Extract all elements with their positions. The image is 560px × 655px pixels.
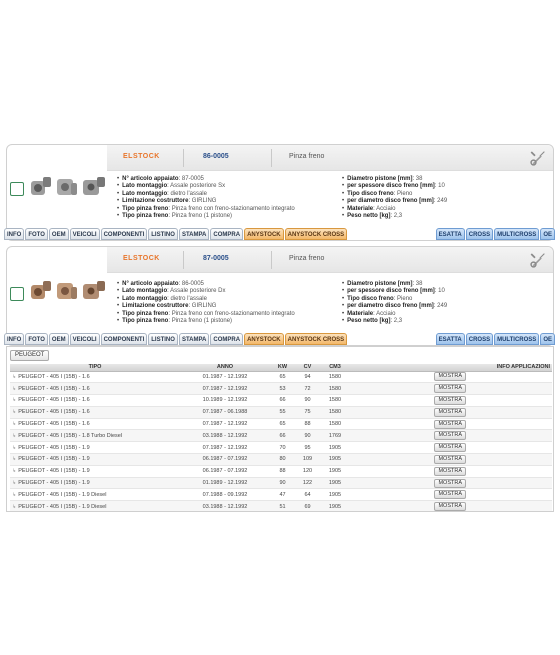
cell-kw: 80 <box>270 454 295 466</box>
cell-cv: 120 <box>295 465 320 477</box>
cell-info-applicazioni <box>350 501 552 512</box>
cell-cm3: 1580 <box>320 418 350 430</box>
property-row: • per diametro disco freno [mm]: 249 <box>342 303 447 310</box>
tab-info[interactable]: INFO <box>4 228 24 240</box>
property-row: • Lato montaggio: dietro l'assale <box>117 191 295 198</box>
article-properties-left <box>117 281 295 325</box>
cell-cv: 72 <box>295 383 320 395</box>
cell-tipo: ↳ PEUGEOT - 405 I (15B) - 1.8 Turbo Diesel <box>10 430 180 442</box>
cell-cv: 90 <box>295 430 320 442</box>
mostra-button[interactable]: MOSTRA <box>434 431 466 440</box>
cell-cv: 90 <box>295 395 320 407</box>
cell-info-applicazioni <box>350 383 552 395</box>
tab-multicross[interactable]: MULTICROSS <box>494 333 539 345</box>
cell-cv: 94 <box>295 371 320 383</box>
cell-info-applicazioni <box>350 418 552 430</box>
property-row: • Limitazione costruttore: GIRLING <box>117 303 295 310</box>
mostra-button[interactable]: MOSTRA <box>434 490 466 499</box>
brand-label: ELSTOCK <box>123 255 160 262</box>
cell-info-applicazioni <box>350 442 552 454</box>
tab-spacer <box>348 228 435 240</box>
select-checkbox[interactable] <box>10 287 24 301</box>
table-row <box>10 383 552 395</box>
col-cv: CV <box>295 364 320 371</box>
col-info-applicazioni: INFO APPLICAZIONI <box>350 364 552 371</box>
cell-anno: 07.1987 - 12.1992 <box>180 383 270 395</box>
article-properties-right <box>342 281 447 325</box>
property-row: • N° articolo appaiato: 86-0005 <box>117 281 295 288</box>
tab-compra[interactable]: COMPRA <box>210 228 243 240</box>
property-row: • per spessore disco freno [mm]: 10 <box>342 288 447 295</box>
property-row: • Tipo pinza freno: Pinza freno (1 pistone) <box>117 318 295 325</box>
table-row <box>10 395 552 407</box>
cell-anno: 01.1987 - 12.1992 <box>180 371 270 383</box>
col-kw: KW <box>270 364 295 371</box>
cell-kw: 88 <box>270 465 295 477</box>
cell-cv: 64 <box>295 489 320 501</box>
cell-tipo: ↳ PEUGEOT - 405 I (15B) - 1.9 <box>10 465 180 477</box>
property-row: • Diametro pistone [mm]: 38 <box>342 281 447 288</box>
applications-table <box>10 364 552 512</box>
cell-tipo: ↳ PEUGEOT - 405 I (15B) - 1.9 <box>10 442 180 454</box>
cell-info-applicazioni <box>350 465 552 477</box>
article-properties-right <box>342 176 447 220</box>
mostra-button[interactable]: MOSTRA <box>434 502 466 511</box>
tab-spacer <box>348 333 435 345</box>
tab-foto[interactable]: FOTO <box>25 228 48 240</box>
tab-componenti[interactable]: COMPONENTI <box>101 228 148 240</box>
property-row: • Diametro pistone [mm]: 38 <box>342 176 447 183</box>
property-row: • Tipo disco freno: Pieno <box>342 296 447 303</box>
cell-kw: 47 <box>270 489 295 501</box>
header-divider <box>271 149 272 167</box>
header-divider <box>183 251 184 269</box>
tab-anystock[interactable]: ANYSTOCK <box>244 228 284 240</box>
article-properties-left <box>117 176 295 220</box>
mostra-button[interactable]: MOSTRA <box>434 455 466 464</box>
wrench-screwdriver-icon[interactable] <box>529 149 547 167</box>
cell-cm3: 1580 <box>320 395 350 407</box>
property-row: • Limitazione costruttore: GIRLING <box>117 198 295 205</box>
cell-cv: 109 <box>295 454 320 466</box>
cell-anno: 03.1988 - 12.1992 <box>180 501 270 512</box>
article-header <box>107 247 553 273</box>
cell-info-applicazioni <box>350 489 552 501</box>
cell-cv: 88 <box>295 418 320 430</box>
tab-info[interactable]: INFO <box>4 333 24 345</box>
cell-anno: 01.1989 - 12.1992 <box>180 477 270 489</box>
cell-tipo: ↳ PEUGEOT - 405 I (15B) - 1.9 <box>10 477 180 489</box>
brake-caliper-photo[interactable] <box>29 173 111 203</box>
cell-kw: 90 <box>270 477 295 489</box>
cell-kw: 66 <box>270 430 295 442</box>
tab-cross[interactable]: CROSS <box>466 228 493 240</box>
cell-kw: 65 <box>270 371 295 383</box>
article-card <box>6 246 554 346</box>
property-row: • Materiale: Acciaio <box>342 206 447 213</box>
mostra-button[interactable]: MOSTRA <box>434 420 466 429</box>
property-row: • Tipo pinza freno: Pinza freno con freno-stazionamento integrato <box>117 206 295 213</box>
cell-kw: 53 <box>270 383 295 395</box>
tab-componenti[interactable]: COMPONENTI <box>101 333 148 345</box>
property-row: • N° articolo appaiato: 87-0005 <box>117 176 295 183</box>
tab-oe[interactable]: OE <box>540 228 555 240</box>
tab-multicross[interactable]: MULTICROSS <box>494 228 539 240</box>
cell-info-applicazioni <box>350 406 552 418</box>
vehicle-applications-panel <box>6 346 554 512</box>
cell-cm3: 1905 <box>320 454 350 466</box>
property-row: • Peso netto [kg]: 2,3 <box>342 318 447 325</box>
table-header-row <box>10 364 552 371</box>
cell-kw: 66 <box>270 395 295 407</box>
article-description: Pinza freno <box>289 255 325 262</box>
col-cm3: CM3 <box>320 364 350 371</box>
property-row: • Lato montaggio: dietro l'assale <box>117 296 295 303</box>
brand-label: ELSTOCK <box>123 153 160 160</box>
table-row <box>10 406 552 418</box>
tab-stampa[interactable]: STAMPA <box>179 228 209 240</box>
tab-foto[interactable]: FOTO <box>25 333 48 345</box>
cell-cm3: 1580 <box>320 406 350 418</box>
tab-listino[interactable]: LISTINO <box>148 333 178 345</box>
cell-info-applicazioni <box>350 430 552 442</box>
brake-caliper-photo[interactable] <box>29 277 111 307</box>
tab-cross[interactable]: CROSS <box>466 333 493 345</box>
article-card <box>6 144 554 241</box>
tab-anystock-cross[interactable]: ANYSTOCK CROSS <box>285 333 348 345</box>
article-tab-bar <box>4 333 556 345</box>
tab-anystock[interactable]: ANYSTOCK <box>244 333 284 345</box>
cell-anno: 06.1987 - 07.1992 <box>180 454 270 466</box>
cell-tipo: ↳ PEUGEOT - 405 I (15B) - 1.9 <box>10 454 180 466</box>
cell-info-applicazioni <box>350 454 552 466</box>
cell-cm3: 1905 <box>320 477 350 489</box>
mostra-button[interactable]: MOSTRA <box>434 384 466 393</box>
cell-cv: 95 <box>295 442 320 454</box>
cell-cv: 69 <box>295 501 320 512</box>
select-checkbox[interactable] <box>10 182 24 196</box>
cell-anno: 07.1988 - 09.1992 <box>180 489 270 501</box>
tab-compra[interactable]: COMPRA <box>210 333 243 345</box>
header-divider <box>271 251 272 269</box>
property-row: • per spessore disco freno [mm]: 10 <box>342 183 447 190</box>
col-anno: ANNO <box>180 364 270 371</box>
tab-oem[interactable]: OEM <box>49 333 69 345</box>
table-row <box>10 430 552 442</box>
cell-tipo: ↳ PEUGEOT - 405 I (15B) - 1.6 <box>10 383 180 395</box>
table-row <box>10 489 552 501</box>
cell-cm3: 1905 <box>320 501 350 512</box>
table-row <box>10 371 552 383</box>
mostra-button[interactable]: MOSTRA <box>434 408 466 417</box>
property-row: • Tipo pinza freno: Pinza freno con freno-stazionamento integrato <box>117 311 295 318</box>
property-row: • Lato montaggio: Assale posteriore Dx <box>117 288 295 295</box>
cell-kw: 70 <box>270 442 295 454</box>
article-tab-bar <box>4 228 556 240</box>
cell-cm3: 1905 <box>320 442 350 454</box>
cell-tipo: ↳ PEUGEOT - 405 I (15B) - 1.9 Diesel <box>10 501 180 512</box>
tab-esatta[interactable]: ESATTA <box>436 333 465 345</box>
tab-listino[interactable]: LISTINO <box>148 228 178 240</box>
col-tipo: TIPO <box>10 364 180 371</box>
table-row <box>10 418 552 430</box>
cell-cm3: 1580 <box>320 371 350 383</box>
property-row: • per diametro disco freno [mm]: 249 <box>342 198 447 205</box>
cell-tipo: ↳ PEUGEOT - 405 I (15B) - 1.6 <box>10 371 180 383</box>
cell-cm3: 1769 <box>320 430 350 442</box>
table-row <box>10 465 552 477</box>
applications-table-body <box>10 371 552 512</box>
cell-kw: 51 <box>270 501 295 512</box>
cell-anno: 06.1987 - 07.1992 <box>180 465 270 477</box>
property-row: • Materiale: Acciaio <box>342 311 447 318</box>
tab-veicoli[interactable]: VEICOLI <box>70 333 100 345</box>
table-row <box>10 454 552 466</box>
cell-tipo: ↳ PEUGEOT - 405 I (15B) - 1.6 <box>10 406 180 418</box>
table-row <box>10 501 552 512</box>
cell-cm3: 1580 <box>320 383 350 395</box>
article-code[interactable]: 87-0005 <box>203 255 229 262</box>
mostra-button[interactable]: MOSTRA <box>434 372 466 381</box>
mostra-button[interactable]: MOSTRA <box>434 396 466 405</box>
cell-tipo: ↳ PEUGEOT - 405 I (15B) - 1.6 <box>10 418 180 430</box>
tab-veicoli[interactable]: VEICOLI <box>70 228 100 240</box>
property-row: • Lato montaggio: Assale posteriore Sx <box>117 183 295 190</box>
cell-tipo: ↳ PEUGEOT - 405 I (15B) - 1.6 <box>10 395 180 407</box>
cell-info-applicazioni <box>350 477 552 489</box>
tab-stampa[interactable]: STAMPA <box>179 333 209 345</box>
table-row <box>10 477 552 489</box>
article-code[interactable]: 86-0005 <box>203 153 229 160</box>
cell-info-applicazioni <box>350 371 552 383</box>
cell-kw: 55 <box>270 406 295 418</box>
cell-info-applicazioni <box>350 395 552 407</box>
cell-anno: 03.1988 - 12.1992 <box>180 430 270 442</box>
cell-anno: 07.1987 - 12.1992 <box>180 418 270 430</box>
mostra-button[interactable]: MOSTRA <box>434 443 466 452</box>
cell-anno: 07.1987 - 12.1992 <box>180 442 270 454</box>
wrench-screwdriver-icon[interactable] <box>529 251 547 269</box>
cell-cm3: 1905 <box>320 489 350 501</box>
tab-oe[interactable]: OE <box>540 333 555 345</box>
make-filter-button[interactable]: PEUGEOT <box>10 350 49 361</box>
cell-tipo: ↳ PEUGEOT - 405 I (15B) - 1.9 Diesel <box>10 489 180 501</box>
table-row <box>10 442 552 454</box>
tab-oem[interactable]: OEM <box>49 228 69 240</box>
property-row: • Tipo disco freno: Pieno <box>342 191 447 198</box>
cell-cv: 75 <box>295 406 320 418</box>
tab-esatta[interactable]: ESATTA <box>436 228 465 240</box>
article-header <box>107 145 553 171</box>
mostra-button[interactable]: MOSTRA <box>434 479 466 488</box>
cell-cv: 122 <box>295 477 320 489</box>
cell-kw: 65 <box>270 418 295 430</box>
mostra-button[interactable]: MOSTRA <box>434 467 466 476</box>
article-description: Pinza freno <box>289 153 325 160</box>
header-divider <box>183 149 184 167</box>
cell-anno: 10.1989 - 12.1992 <box>180 395 270 407</box>
tab-anystock-cross[interactable]: ANYSTOCK CROSS <box>285 228 348 240</box>
cell-cm3: 1905 <box>320 465 350 477</box>
property-row: • Tipo pinza freno: Pinza freno (1 pistone) <box>117 213 295 220</box>
property-row: • Peso netto [kg]: 2,3 <box>342 213 447 220</box>
cell-anno: 07.1987 - 06.1988 <box>180 406 270 418</box>
